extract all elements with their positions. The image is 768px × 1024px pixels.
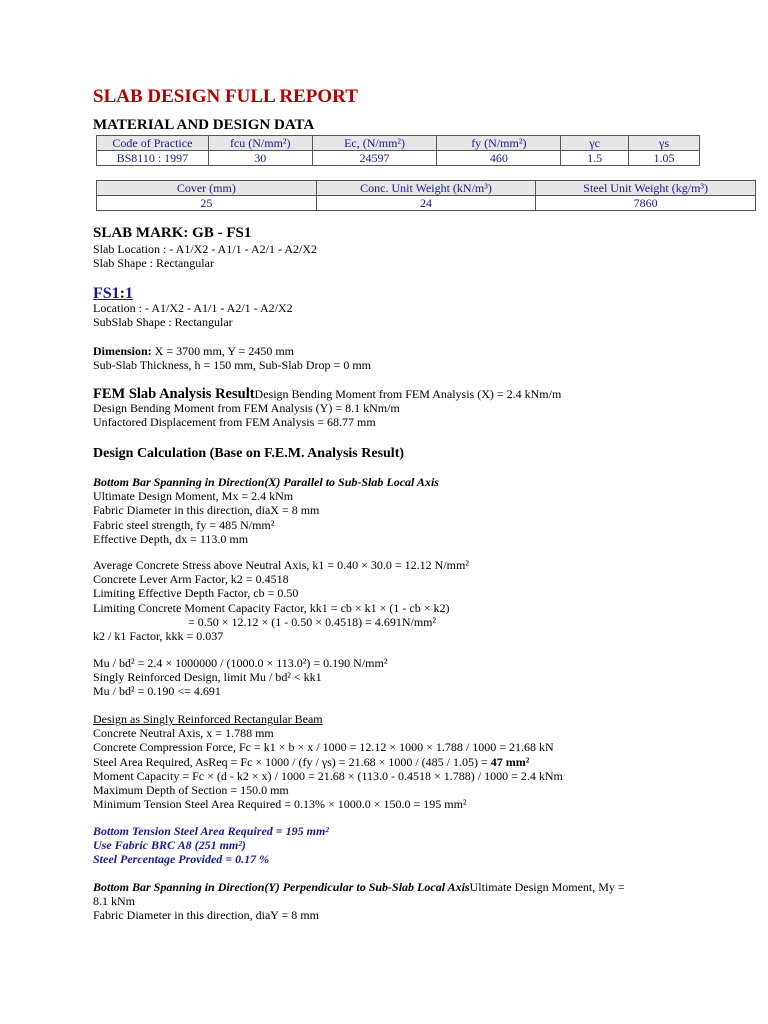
dimension-line bbox=[93, 344, 371, 358]
result-line: Bottom Tension Steel Area Required = 195 mm² bbox=[93, 824, 329, 838]
result-line: Use Fabric BRC A8 (251 mm²) bbox=[93, 838, 246, 853]
design-line: Moment Capacity = Fc × (d - k2 × x) / 1000 = 21.68 × (113.0 - 0.4518 × 1.788) / 1000 = 2.4 kNm bbox=[93, 768, 563, 783]
subslab-heading: FS1:1 bbox=[93, 285, 133, 302]
fem-y-moment: Design Bending Moment from FEM Analysis (Y) = 8.1 kNm/m bbox=[93, 401, 400, 416]
design-line: Minimum Tension Steel Area Required = 0.13% × 1000.0 × 150.0 = 195 mm² bbox=[93, 797, 467, 812]
fem-x-moment: Design Bending Moment from FEM Analysis (X) = 2.4 kNm/m bbox=[254, 387, 562, 401]
result-line: Steel Percentage Provided = 0.17 % bbox=[93, 852, 270, 867]
weights-table-header bbox=[97, 181, 756, 196]
weights-table-row bbox=[97, 196, 756, 211]
steel-area-line bbox=[93, 755, 563, 769]
slab-location: Slab Location : - A1/X2 - A1/1 - A2/1 - A2/X2 bbox=[93, 242, 317, 256]
k-line: Concrete Lever Arm Factor, k2 = 0.4518 bbox=[93, 572, 289, 587]
k-line: Limiting Concrete Moment Capacity Factor, kk1 = cb × k1 × (1 - cb × k2) bbox=[93, 600, 450, 615]
fem-heading: FEM Slab Analysis Result bbox=[93, 386, 255, 402]
fem-block bbox=[93, 387, 561, 430]
dimension-value: X = 3700 mm, Y = 2450 mm bbox=[151, 344, 294, 358]
k-factor-block bbox=[93, 558, 469, 643]
table-header-cell: γs bbox=[629, 136, 700, 151]
weights-table bbox=[96, 180, 756, 211]
fem-displacement: Unfactored Displacement from FEM Analysis = 68.77 mm bbox=[93, 415, 376, 430]
k-line: Limiting Effective Depth Factor, cb = 0.50 bbox=[93, 586, 299, 601]
subslab-shape: SubSlab Shape : Rectangular bbox=[93, 315, 233, 330]
subslab-info bbox=[93, 301, 293, 329]
design-heading: Design as Singly Reinforced Rectangular Beam bbox=[93, 712, 323, 726]
mu-line: Mu / bd² = 0.190 <= 4.691 bbox=[93, 684, 221, 699]
table-cell: 1.05 bbox=[629, 151, 700, 166]
k-line: k2 / k1 Factor, kkk = 0.037 bbox=[93, 629, 224, 644]
material-table bbox=[96, 135, 700, 166]
table-cell: 460 bbox=[437, 151, 561, 166]
result-block bbox=[93, 824, 329, 867]
dimension-block bbox=[93, 344, 371, 372]
k-line: Average Concrete Stress above Neutral Axis, k1 = 0.40 × 30.0 = 12.12 N/mm² bbox=[93, 558, 469, 572]
x-direction-block bbox=[93, 475, 439, 546]
y-direction-line bbox=[93, 880, 625, 894]
slab-info bbox=[93, 242, 317, 270]
fem-line-1 bbox=[93, 387, 561, 401]
table-cell: BS8110 : 1997 bbox=[97, 151, 209, 166]
subslab-location: Location : - A1/X2 - A1/1 - A2/1 - A2/X2 bbox=[93, 301, 293, 315]
table-cell: 7860 bbox=[536, 196, 756, 211]
material-heading: MATERIAL AND DESIGN DATA bbox=[93, 117, 315, 133]
dimension-label: Dimension: bbox=[93, 344, 152, 358]
table-header-cell: Steel Unit Weight (kg/m³) bbox=[536, 181, 756, 196]
y-line: Fabric Diameter in this direction, diaY = 8 mm bbox=[93, 908, 319, 923]
report-title: SLAB DESIGN FULL REPORT bbox=[93, 86, 358, 107]
table-header-cell: γc bbox=[561, 136, 629, 151]
x-line: Effective Depth, dx = 113.0 mm bbox=[93, 531, 249, 546]
x-direction-heading: Bottom Bar Spanning in Direction(X) Parallel to Sub-Slab Local Axis bbox=[93, 475, 439, 489]
mu-block bbox=[93, 656, 387, 699]
material-table-header bbox=[97, 136, 700, 151]
slab-mark-heading: SLAB MARK: GB - FS1 bbox=[93, 225, 252, 241]
y-direction-heading: Bottom Bar Spanning in Direction(Y) Perpendicular to Sub-Slab Local Axis bbox=[93, 880, 470, 894]
y-direction-block bbox=[93, 880, 625, 923]
k-line: = 0.50 × 12.12 × (1 - 0.50 × 0.4518) = 4.691N/mm² bbox=[188, 614, 437, 629]
table-cell: 30 bbox=[208, 151, 312, 166]
table-header-cell: Cover (mm) bbox=[97, 181, 317, 196]
design-line: Maximum Depth of Section = 150.0 mm bbox=[93, 783, 289, 798]
steel-area-text: Steel Area Required, AsReq = Fc × 1000 / (fy / γs) = 21.68 × 1000 / (485 / 1.05) = bbox=[93, 754, 491, 769]
x-line: Ultimate Design Moment, Mx = 2.4 kNm bbox=[93, 489, 294, 504]
table-header-cell: fcu (N/mm²) bbox=[208, 136, 312, 151]
table-cell: 24597 bbox=[312, 151, 437, 166]
table-header-cell: fy (N/mm²) bbox=[437, 136, 561, 151]
table-cell: 1.5 bbox=[561, 151, 629, 166]
table-header-cell: Ec, (N/mm²) bbox=[312, 136, 437, 151]
design-line: Concrete Neutral Axis, x = 1.788 mm bbox=[93, 726, 274, 741]
table-header-cell: Code of Practice bbox=[97, 136, 209, 151]
y-line: 8.1 kNm bbox=[93, 894, 135, 909]
mu-line: Singly Reinforced Design, limit Mu / bd² < kk1 bbox=[93, 670, 322, 685]
table-cell: 24 bbox=[316, 196, 536, 211]
slab-shape: Slab Shape : Rectangular bbox=[93, 256, 214, 271]
mu-line: Mu / bd² = 2.4 × 1000000 / (1000.0 × 113.0²) = 0.190 N/mm² bbox=[93, 656, 388, 670]
y-moment-label: Ultimate Design Moment, My = bbox=[469, 880, 625, 894]
table-cell: 25 bbox=[97, 196, 317, 211]
design-line: Concrete Compression Force, Fc = k1 × b × x / 1000 = 12.12 × 1000 × 1.788 / 1000 = 21.68 kN bbox=[93, 740, 554, 755]
steel-area-result: 47 mm² bbox=[490, 754, 530, 769]
design-block bbox=[93, 712, 563, 811]
x-line: Fabric Diameter in this direction, diaX = 8 mm bbox=[93, 503, 320, 518]
table-header-cell: Conc. Unit Weight (kN/m³) bbox=[316, 181, 536, 196]
calc-heading: Design Calculation (Base on F.E.M. Analysis Result) bbox=[93, 446, 405, 461]
thickness-line: Sub-Slab Thickness, h = 150 mm, Sub-Slab Drop = 0 mm bbox=[93, 358, 371, 373]
x-line: Fabric steel strength, fy = 485 N/mm² bbox=[93, 517, 275, 532]
material-table-row bbox=[97, 151, 700, 166]
